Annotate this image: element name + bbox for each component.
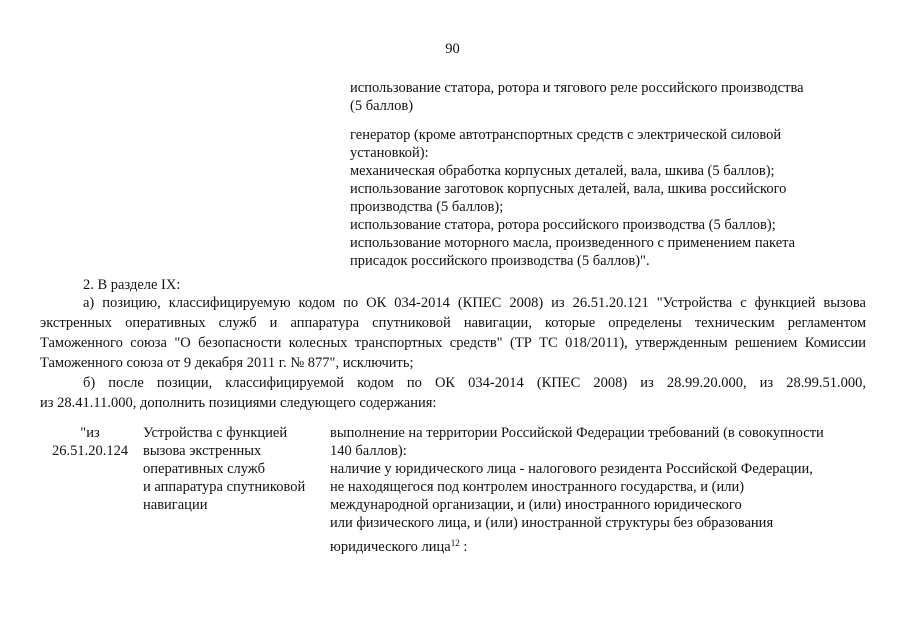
- text-line: генератор (кроме автотранспортных средств с электрической силовой: [350, 127, 782, 143]
- paragraph-line: б) после позиции, классифицируемой кодом по ОК 034-2014 (КПЕС 2008) из 28.99.20.000, из 28.99.51.000,: [83, 375, 866, 391]
- table-name: оперативных служб: [143, 461, 266, 477]
- table-name: вызова экстренных: [143, 443, 262, 459]
- section-heading: 2. В разделе IX:: [83, 277, 181, 293]
- text-line: производства (5 баллов);: [350, 199, 504, 215]
- text-line: механическая обработка корпусных деталей, вала, шкива (5 баллов);: [350, 163, 775, 179]
- table-requirement: 140 баллов):: [330, 443, 407, 459]
- requirement-text: юридического лица: [330, 539, 451, 555]
- paragraph-line: Таможенного союза от 9 декабря 2011 г. № 877", исключить;: [40, 355, 414, 371]
- paragraph-line: из 28.41.11.000, дополнить позициями следующего содержания:: [40, 395, 437, 411]
- text-line: установкой):: [350, 145, 429, 161]
- table-name: навигации: [143, 497, 208, 513]
- text-line: присадок российского производства (5 баллов)".: [350, 253, 650, 269]
- page-number: 90: [445, 41, 460, 57]
- text-line: (5 баллов): [350, 98, 414, 114]
- requirement-tail: :: [459, 539, 468, 555]
- text-line: использование статора, ротора и тягового реле российского производства: [350, 80, 804, 96]
- table-requirement: выполнение на территории Российской Федерации требований (в совокупности: [330, 425, 824, 441]
- paragraph-line: а) позицию, классифицируемую кодом по ОК 034-2014 (КПЕС 2008) из 26.51.20.121 "Устройства с функцией вызова: [83, 295, 866, 311]
- footnote-ref: 12: [450, 538, 460, 548]
- table-name: и аппаратура спутниковой: [143, 479, 306, 495]
- table-name: Устройства с функцией: [143, 425, 288, 441]
- table-requirement: международной организации, и (или) иностранного юридического: [330, 497, 742, 513]
- text-line: использование моторного масла, произведенного с применением пакета: [350, 235, 796, 251]
- table-requirement-last: [330, 538, 467, 556]
- table-requirement: не находящегося под контролем иностранного государства, и (или): [330, 479, 745, 495]
- text-line: использование статора, ротора российского производства (5 баллов);: [350, 217, 776, 233]
- paragraph-line: Таможенного союза "О безопасности колесных транспортных средств" (ТР ТС 018/2011), утвержденным решением Комиссии: [40, 335, 866, 351]
- table-requirement: или физического лица, и (или) иностранной структуры без образования: [330, 515, 774, 531]
- text-line: использование заготовок корпусных деталей, вала, шкива российского: [350, 181, 787, 197]
- table-code: "из: [80, 425, 100, 441]
- table-requirement: наличие у юридического лица - налогового резидента Российской Федерации,: [330, 461, 813, 477]
- paragraph-line: экстренных оперативных служб и аппаратура спутниковой навигации, которые определены техническим регламентом: [40, 315, 866, 331]
- table-code: 26.51.20.124: [51, 443, 129, 459]
